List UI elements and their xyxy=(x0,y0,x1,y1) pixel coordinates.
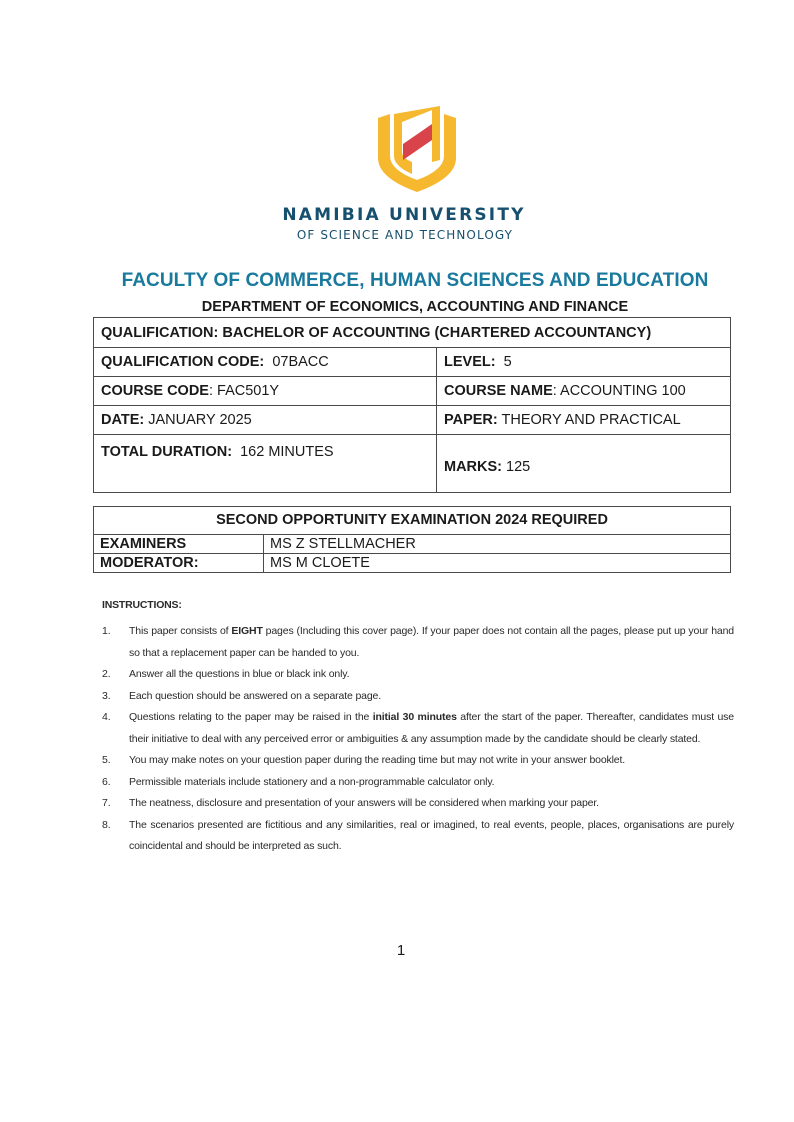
instruction-text: This paper consists of xyxy=(129,625,232,637)
course-code-label: COURSE CODE xyxy=(101,383,209,399)
level-label: LEVEL: xyxy=(444,354,496,370)
instruction-item xyxy=(102,772,734,794)
instruction-number: 1. xyxy=(102,625,111,637)
instruction-item xyxy=(102,815,734,858)
moderator-value: MS M CLOETE xyxy=(264,554,731,573)
instruction-emphasis: initial 30 minutes xyxy=(372,711,457,723)
paper-label: PAPER: xyxy=(444,412,498,428)
instruction-text: You may make notes on your question paper during the reading time but may not write in your answer booklet. xyxy=(129,754,626,766)
instruction-number: 4. xyxy=(102,711,111,723)
date-paper-row xyxy=(94,406,731,435)
level-value: 5 xyxy=(503,354,512,370)
marks-value: 125 xyxy=(506,458,531,475)
faculty-title: FACULTY OF COMMERCE, HUMAN SCIENCES AND EDUCATION xyxy=(121,270,709,291)
instruction-text: Answer all the questions in blue or black ink only. xyxy=(129,668,350,680)
exam-title-row xyxy=(94,507,731,535)
instruction-text: The scenarios presented are fictitious and any similarities, real or imagined, to real events, people, places, organisations are purely coincidental and should be interpreted as such. xyxy=(129,818,734,852)
instruction-item xyxy=(102,686,734,708)
instructions-section xyxy=(102,599,734,858)
university-logo-icon xyxy=(372,100,462,192)
moderator-row xyxy=(94,554,731,573)
instruction-number: 5. xyxy=(102,754,111,766)
instruction-text: after the start of the paper. Thereafter, candidates must use their initiative to deal with any perceived error or ambiguities & any assumption made by the candidate should be clearly stated. xyxy=(129,711,734,745)
instruction-item xyxy=(102,707,734,750)
examiner-value: MS Z STELLMACHER xyxy=(264,535,731,554)
exam-title: SECOND OPPORTUNITY EXAMINATION 2024 REQUIRED xyxy=(94,507,731,535)
course-name-value: : ACCOUNTING 100 xyxy=(552,383,686,399)
paper-value: THEORY AND PRACTICAL xyxy=(501,412,681,428)
instruction-text: pages (Including this cover page). If your paper does not contain all the pages, please put up your hand so that a replacement paper can be handed to you. xyxy=(129,625,734,659)
course-name-label: COURSE NAME xyxy=(444,383,553,399)
moderator-label: MODERATOR: xyxy=(94,554,264,573)
page-number: 1 xyxy=(396,942,406,959)
instruction-text: Permissible materials include stationery and a non-programmable calculator only. xyxy=(129,775,495,788)
duration-label: TOTAL DURATION: xyxy=(101,444,233,460)
instruction-item xyxy=(102,621,734,664)
instruction-text: Questions relating to the paper may be raised in the xyxy=(129,711,373,723)
code-level-row xyxy=(94,348,731,377)
instruction-item xyxy=(102,750,734,772)
date-value: JANUARY 2025 xyxy=(148,412,252,428)
duration-value: 162 MINUTES xyxy=(240,444,334,460)
instruction-number: 2. xyxy=(102,668,111,680)
instruction-number: 8. xyxy=(102,818,111,831)
examiner-label: EXAMINERS xyxy=(94,535,264,554)
instruction-number: 3. xyxy=(102,689,111,702)
course-details-table xyxy=(93,317,731,493)
qualification-code-label: QUALIFICATION CODE: xyxy=(101,354,265,370)
instruction-number: 6. xyxy=(102,775,111,788)
instruction-text: The neatness, disclosure and presentation of your answers will be considered when marking your paper. xyxy=(129,797,599,809)
course-code-value: : FAC501Y xyxy=(208,383,280,399)
examiners-table xyxy=(93,506,731,573)
instruction-text: Each question should be answered on a separate page. xyxy=(129,689,381,702)
qualification-label: QUALIFICATION: xyxy=(101,324,219,341)
instruction-item xyxy=(102,793,734,815)
instructions-title: INSTRUCTIONS: xyxy=(102,599,182,611)
duration-marks-row xyxy=(94,435,731,493)
qualification-value: BACHELOR OF ACCOUNTING (CHARTERED ACCOUNTANCY) xyxy=(222,324,652,341)
university-name: NAMIBIA UNIVERSITY xyxy=(282,205,526,225)
instruction-number: 7. xyxy=(102,797,111,809)
examiner-row xyxy=(94,535,731,554)
qualification-row xyxy=(94,318,731,348)
instruction-item xyxy=(102,664,734,686)
department-title: DEPARTMENT OF ECONOMICS, ACCOUNTING AND FINANCE xyxy=(201,299,629,315)
qualification-code-value: 07BACC xyxy=(272,354,329,370)
course-row xyxy=(94,377,731,406)
instruction-emphasis: EIGHT xyxy=(231,625,263,637)
date-label: DATE: xyxy=(101,412,145,428)
marks-label: MARKS: xyxy=(444,458,502,475)
university-subtitle: OF SCIENCE AND TECHNOLOGY xyxy=(296,228,514,242)
